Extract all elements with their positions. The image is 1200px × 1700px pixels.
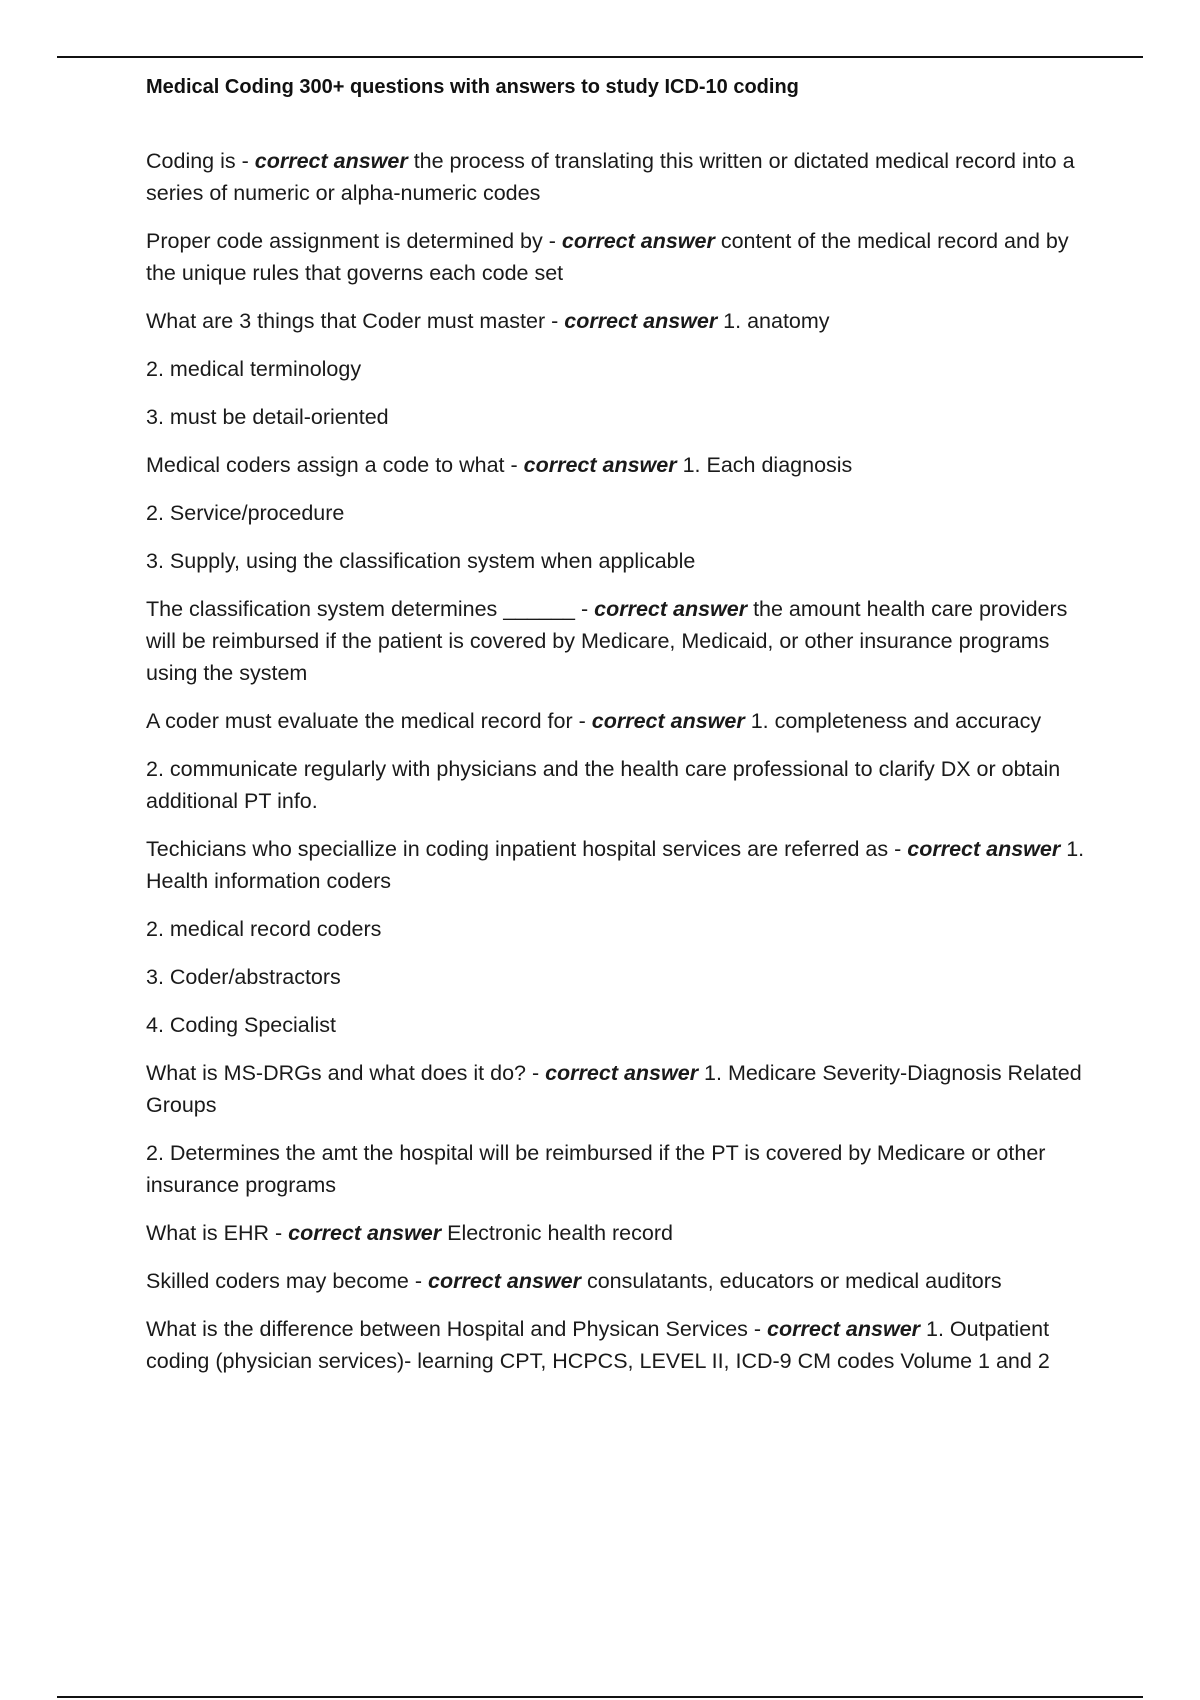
answer-text: consulatants, educators or medical auditors	[580, 1269, 1002, 1293]
list-item: 2. Determines the amt the hospital will be reimbursed if the PT is covered by Medicare or other insurance programs	[146, 1141, 1046, 1197]
qa-item	[146, 305, 1096, 337]
answer-text: 1. Medicare Severity-Diagnosis Related Groups	[146, 1061, 1082, 1117]
answer-text: the process of translating this written or dictated medical record into a series of numeric or alpha-numeric codes	[146, 149, 1075, 205]
answer-text: 1. Each diagnosis	[676, 453, 853, 477]
list-item: 2. medical record coders	[146, 917, 382, 941]
answer-marker: correct answer	[594, 597, 748, 621]
answer-text: 1. anatomy	[717, 309, 830, 333]
list-item: 2. medical terminology	[146, 357, 362, 381]
answer-text: Electronic health record	[441, 1221, 673, 1245]
qa-item	[146, 1265, 1096, 1297]
qa-item	[146, 1057, 1096, 1121]
list-item: 2. communicate regularly with physicians and the health care professional to clarify DX or obtain additional PT info.	[146, 757, 1061, 813]
question-text: A coder must evaluate the medical record for -	[146, 709, 592, 733]
qa-item	[146, 449, 1096, 481]
qa-item	[146, 225, 1096, 289]
qa-item	[146, 833, 1096, 897]
question-text: The classification system determines ______ -	[146, 597, 595, 621]
question-text: What is EHR -	[146, 1221, 289, 1245]
qa-item	[146, 1313, 1096, 1377]
answer-marker: correct answer	[545, 1061, 699, 1085]
question-text: Medical coders assign a code to what -	[146, 453, 524, 477]
list-item: 4. Coding Specialist	[146, 1013, 337, 1037]
qa-item	[146, 145, 1096, 209]
list-item: 3. Coder/abstractors	[146, 965, 341, 989]
question-text: Techicians who speciallize in coding inpatient hospital services are referred as -	[146, 837, 908, 861]
answer-text: the amount health care providers will be reimbursed if the patient is covered by Medicare, Medicaid, or other insurance programs using the system	[146, 597, 1068, 685]
answer-marker: correct answer	[591, 709, 745, 733]
qa-list	[146, 145, 1096, 1393]
answer-marker: correct answer	[428, 1269, 581, 1293]
question-text: Proper code assignment is determined by -	[146, 229, 562, 253]
question-text: What are 3 things that Coder must master -	[146, 309, 565, 333]
header-rule	[57, 56, 1143, 58]
answer-marker: correct answer	[254, 149, 408, 173]
list-item: 3. Supply, using the classification system when applicable	[146, 549, 696, 573]
answer-marker: correct answer	[561, 229, 715, 253]
list-item: 2. Service/procedure	[146, 501, 345, 525]
answer-marker: correct answer	[564, 309, 718, 333]
qa-item	[146, 593, 1096, 689]
question-text: What is the difference between Hospital and Physican Services -	[146, 1317, 768, 1341]
answer-text: 1. Health information coders	[146, 837, 1085, 893]
answer-marker: correct answer	[767, 1317, 921, 1341]
qa-item	[146, 1217, 1096, 1249]
footer-rule	[57, 1696, 1143, 1698]
question-text: What is MS-DRGs and what does it do? -	[146, 1061, 546, 1085]
question-text: Coding is -	[146, 149, 255, 173]
answer-marker: correct answer	[288, 1221, 442, 1245]
list-item: 3. must be detail-oriented	[146, 405, 389, 429]
qa-item	[146, 705, 1096, 737]
answer-marker: correct answer	[907, 837, 1061, 861]
document-title: Medical Coding 300+ questions with answers to study ICD-10 coding	[146, 76, 799, 98]
answer-text: content of the medical record and by the unique rules that governs each code set	[146, 229, 1069, 285]
answer-text: 1. completeness and accuracy	[744, 709, 1042, 733]
question-text: Skilled coders may become -	[146, 1269, 428, 1293]
answer-marker: correct answer	[523, 453, 677, 477]
answer-text: 1. Outpatient coding (physician services)- learning CPT, HCPCS, LEVEL II, ICD-9 CM codes Volume 1 and 2	[146, 1317, 1050, 1373]
